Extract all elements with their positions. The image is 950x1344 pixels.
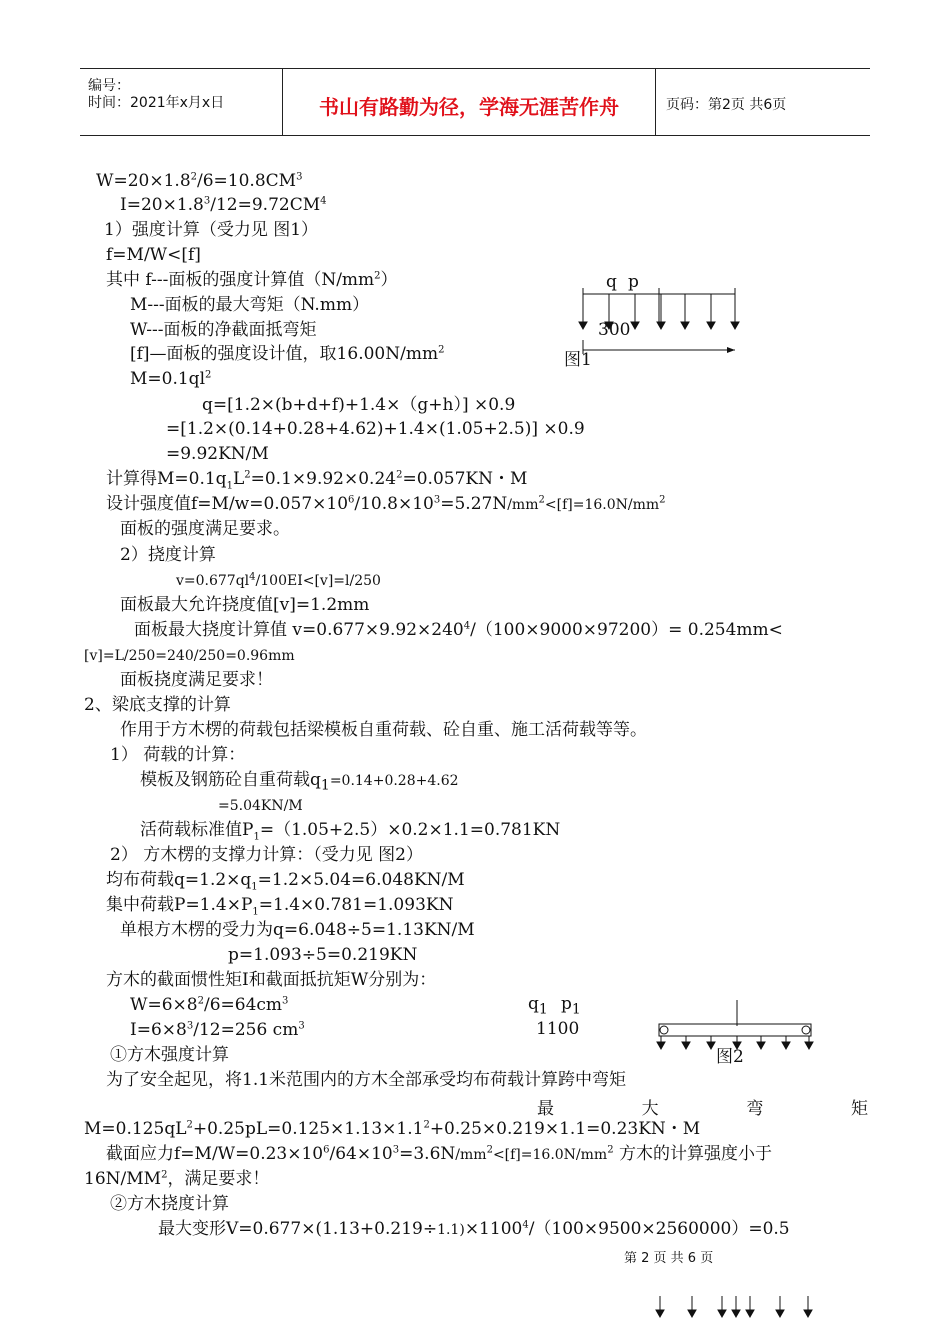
strength-ok: 面板的强度满足要求。 (120, 519, 290, 539)
number-label: 编号： (88, 78, 130, 94)
formula-q-result: =9.92KN/M (166, 444, 269, 464)
formula-w2: $W=6\times 8^2/6=64cm^3$ (130, 995, 289, 1015)
section-load-calc: 1） 荷载的计算： (110, 745, 246, 765)
formula-m: $M=0.1ql^2$ (130, 369, 212, 389)
fig1-label-p: p (628, 272, 639, 292)
time-label: 时间：2021年x月x日 (88, 95, 225, 111)
max-deflection: 面板最大挠度计算值 $v=0.677\times 9.92\times 240^4/(100\times 9000\times 97200)= 0.254mm<$ (134, 620, 783, 640)
load-description: 作用于方木楞的荷载包括梁模板自重荷载、砼自重、施工活荷载等等。 (120, 720, 647, 740)
point-load: 集中荷载$P=1.4\times P_1=1.4\times 0.781=1.093KN$ (106, 895, 454, 918)
live-load: 活荷载标准值$P_1=(1.05+2.5)\times 0.2\times 1.1=0.781KN$ (140, 820, 561, 843)
max-deformation: 最大变形$V=0.677\times(1.13+0.219\div 1.1)\times 1100^4/(100\times 9500\times 2560000)=0.5$ (158, 1219, 790, 1239)
header-center-cell (283, 69, 656, 135)
fig1-caption: 图1 (564, 350, 592, 370)
section-support-force: 2） 方木楞的支撑力计算：（受力见 图2） (110, 845, 423, 865)
allowed-deflection: 面板最大允许挠度值[v]=1.2mm (120, 595, 370, 615)
formula-v: $v=0.677ql^4/100EI<[v]=l/250$ (176, 571, 381, 589)
fig2-label-q: $q_1$ (528, 994, 548, 1018)
uniform-load: 均布荷载$q=1.2\times q_1=1.2\times 5.04=6.048KN/M$ (106, 870, 465, 893)
page-footer: 第 2 页 共 6 页 (624, 1251, 714, 1266)
single-beam-point: p=1.093÷5=0.219KN (228, 945, 418, 965)
page-info: 页码：第2页 共6页 (666, 97, 787, 113)
section-properties: 方木的截面惯性矩I和截面抵抗矩W分别为： (106, 970, 437, 990)
dead-load-result: =5.04KN/M (218, 798, 303, 814)
design-strength: 设计强度值$f=M/w=0.057\times 10^6/10.8\times 10^3=5.27N/mm^2<[f]=16.0N/mm^2$ (106, 494, 666, 514)
section-timber-deflection: ②方木挠度计算 (110, 1194, 229, 1214)
strength-conclusion: $16N/MM^2$，满足要求！ (84, 1169, 270, 1189)
header-left-cell (80, 69, 283, 135)
deflection-ok: 面板挠度满足要求！ (120, 670, 273, 690)
single-beam-load: 单根方木楞的受力为q=6.048÷5=1.13KN/M (120, 920, 475, 940)
fig2-span: 1100 (536, 1019, 580, 1039)
motto: 书山有路勤为径，学海无涯苦作舟 (319, 95, 619, 119)
max-moment-formula: $M=0.125qL^2+0.25pL=0.125\times 1.13\times 1.1^2+0.25\times 0.219\times 1.1=0.23KN$・M (84, 1119, 701, 1139)
dead-load: 模板及钢筋砼自重荷载$q_1=0.14+0.28+4.62$ (140, 770, 459, 794)
deflection-limit: [v]=L/250=240/250=0.96mm (84, 648, 295, 664)
fig1-span: 300 (598, 320, 631, 340)
definition-f: 其中 f---面板的强度计算值$(N/mm^2)$ (106, 270, 398, 290)
page-header (80, 68, 870, 136)
section-deflection-title: 2）挠度计算 (120, 545, 216, 565)
bottom-arrow-row (650, 1296, 820, 1326)
header-right-cell (656, 69, 870, 135)
definition-w: W---面板的净截面抵弯矩 (130, 320, 317, 340)
section-strength-title: 1）强度计算（受力见 图1） (104, 220, 319, 240)
section-timber-strength: ①方木强度计算 (110, 1045, 229, 1065)
safety-note: 为了安全起见，将1.1米范围内的方木全部承受均布荷载计算跨中弯矩 (106, 1070, 627, 1090)
definition-fd: [f]—面板的强度设计值，取$16.00N/mm^2$ (130, 344, 445, 364)
formula-q-subst: =[1.2×(0.14+0.28+4.62)+1.4×(1.05+2.5)] ×0.9 (166, 419, 585, 439)
calc-m: 计算得$M=0.1q_1L^2=0.1\times 9.92\times 0.24^2=0.057KN$・M (106, 469, 528, 492)
formula-i2: $I=6\times 8^3/12=256$ $cm^3$ (130, 1020, 305, 1040)
definition-m: M---面板的最大弯矩（N.mm） (130, 295, 370, 315)
formula-w: $W=20\times 1.8^2/6=10.8CM^3$ (96, 171, 303, 191)
fig2-label-p: $p_1$ (561, 994, 581, 1018)
fig1-label-q: q (606, 272, 617, 292)
section-stress: 截面应力$f=M/W=0.23\times 10^6/64\times 10^3=3.6N/mm^2<[f]=16.0N/mm^2$ 方木的计算强度小于 (106, 1144, 772, 1164)
section-beam-support: 2、梁底支撑的计算 (84, 695, 231, 715)
max-moment-label: 最 大 弯 矩 (537, 1099, 868, 1119)
formula-q: q=[1.2×(b+d+f)+1.4×（g+h）] ×0.9 (202, 395, 516, 415)
formula-i: $I=20\times 1.8^3/12=9.72CM^4$ (120, 195, 327, 215)
formula-f: f=M/W<[f] (106, 245, 201, 265)
fig2-caption: 图2 (716, 1047, 744, 1067)
